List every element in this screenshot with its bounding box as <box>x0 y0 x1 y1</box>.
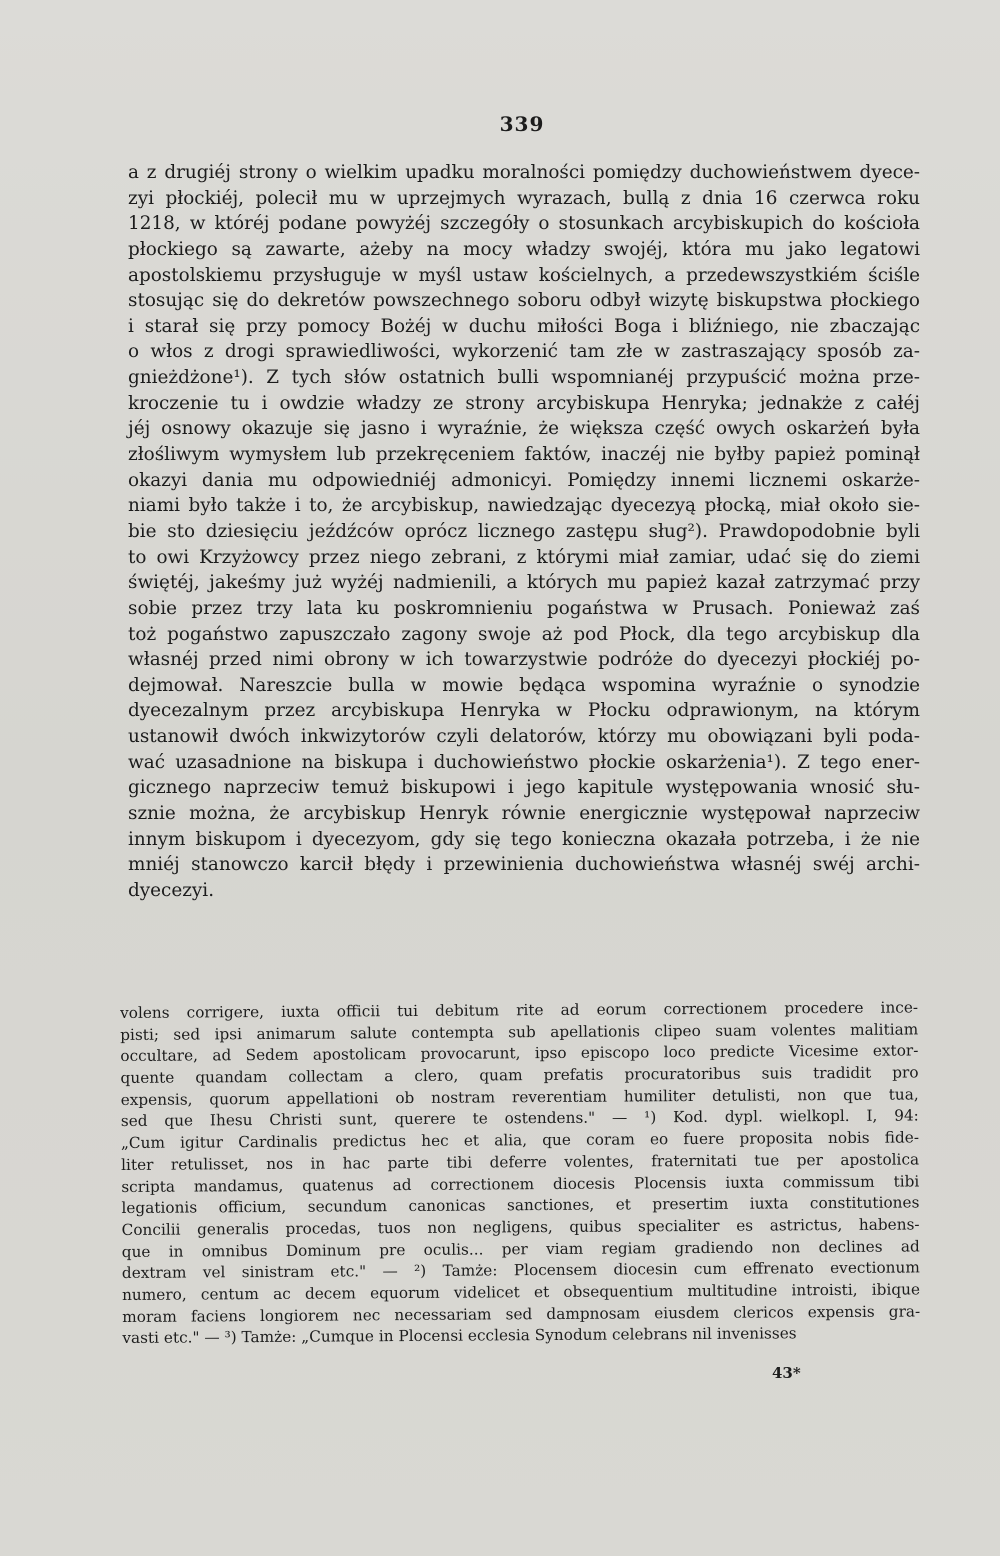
main-text-line: złośliwym wymysłem lub przekręceniem faktów, inaczéj nie byłby papież pominął <box>128 444 920 466</box>
main-text-line: apostolskiemu przysługuje w myśl ustaw kościelnych, a przedewszystkiém ściśle <box>128 264 920 286</box>
main-text-line: mniéj stanowczo karcił błędy i przewinienia duchowieństwa własnéj swéj archi- <box>128 854 920 876</box>
main-text-line: i starał się przy pomocy Bożéj w duchu miłości Boga i bliźniego, nie zbaczając <box>128 315 920 337</box>
footnote-line: occultare, ad Sedem apostolicam provocarunt, ipso episcopo loco predicte Vicesime extor- <box>120 1041 919 1066</box>
main-text-line: świętéj, jakeśmy już wyżéj nadmienili, a których mu papież kazał zatrzymać przy <box>128 572 920 594</box>
main-text-line: dyecezalnym przez arcybiskupa Henryka w Płocku odprawionym, na którym <box>128 700 920 722</box>
footnote-line: „Cum igitur Cardinalis predictus hec et alia, que coram eo fuere proposita nobis fide- <box>120 1128 920 1153</box>
main-text-line: własnéj przed nimi obrony w ich towarzystwie podróże do dyecezyi płockiéj po- <box>128 649 920 671</box>
footnote-line: liter retulisset, nos in hac parte tibi deferre volentes, fraternitati tue per apostolica <box>121 1150 920 1174</box>
main-text-line: ustanowił dwóch inkwizytorów czyli delatorów, którzy mu obowiązani byli poda- <box>128 726 920 748</box>
main-text-line: wać uzasadnione na biskupa i duchowieństwo płockie oskarżenia¹). Z tego ener- <box>128 751 920 773</box>
main-text-line: okazyi dania mu odpowiedniéj admonicyi. Pomiędzy innemi licznemi oskarże- <box>128 469 920 491</box>
footnote-line: pisti; sed ipsi animarum salute contempta sub apellationis clipeo suam volentes malitiam <box>120 1020 919 1044</box>
footnote-line: Concilii generalis procedas, tuos non negligens, quibus specialiter es astrictus, habens- <box>121 1215 920 1239</box>
footnote-line: vasti etc." — ³) Tamże: „Cumque in Plocensi ecclesia Synodum celebrans nil invenisses <box>122 1324 797 1348</box>
main-text-line: gicznego naprzeciw temuż biskupowi i jego kapitule występowania wnosić słu- <box>128 777 920 799</box>
main-text-block <box>128 160 920 904</box>
footnote-line: legationis officium, secundum canonicas sanctiones, et presertim iuxta constitutiones <box>121 1193 920 1218</box>
footnote-line: sed que Ihesu Christi sunt, querere te ostendens." — ¹) Kod. dypl. wielkopl. I, 94: <box>120 1106 919 1131</box>
main-text-line: to owi Krzyżowcy przez niego zebrani, z którymi miał zamiar, udać się do ziemi <box>128 546 920 568</box>
main-text-line: bie sto dziesięciu jeźdźców oprócz licznego zastępu sług²). Prawdopodobnie byli <box>128 520 920 542</box>
main-text-line: innym biskupom i dyecezyom, gdy się tego konieczna okazała potrzeba, i że nie <box>128 828 920 850</box>
footnote-line: que in omnibus Dominum pre oculis... per viam regiam gradiendo non declines ad <box>121 1236 920 1261</box>
main-text-line: a z drugiéj strony o wielkim upadku moralności pomiędzy duchowieństwem dyece- <box>128 162 920 183</box>
main-text-line: sznie można, że arcybiskup Henryk równie energicznie występował naprzeciw <box>128 803 920 825</box>
main-text-line: dejmował. Nareszcie bulla w mowie będąca wspomina wyraźnie o synodzie <box>128 674 920 696</box>
main-text-line: stosując się do dekretów powszechnego soboru odbył wizytę biskupstwa płockiego <box>128 290 920 312</box>
main-text-line: o włos z drogi sprawiedliwości, wykorzenić tam złe w zastraszający sposób za- <box>128 341 920 363</box>
main-text-line: toż pogaństwo zapuszczało zagony swoje aż pod Płock, dla tego arcybiskup dla <box>128 623 920 645</box>
footnote-line: quente quandam collectam a clero, quam prefatis procuratoribus suis tradidit pro <box>120 1063 919 1088</box>
main-text-line: gnieżdżone¹). Z tych słów ostatnich bulli wspomnianéj przypuścić można prze- <box>128 367 920 389</box>
main-text-line: zyi płockiéj, polecił mu w uprzejmych wyrazach, bullą z dnia 16 czerwca roku <box>128 187 920 209</box>
main-text-line: dyecezyi. <box>128 879 215 901</box>
main-text-line: kroczenie tu i owdzie władzy ze strony arcybiskupa Henryka; jednakże z całéj <box>128 392 920 414</box>
main-text-line: jéj osnowy okazuje się jasno i wyraźnie, że większa część owych oskarżeń była <box>128 418 920 440</box>
main-text-line: sobie przez trzy lata ku poskromnieniu pogaństwa w Prusach. Ponieważ zaś <box>128 597 920 619</box>
main-text-line: płockiego są zawarte, ażeby na mocy władzy swojéj, która mu jako legatowi <box>128 238 920 260</box>
page-number: 339 <box>499 112 545 136</box>
footnote-line: dextram vel sinistram etc." — ²) Tamże: Plocensem diocesin cum effrenato evectionum <box>121 1258 920 1283</box>
footnote-line: volens corrigere, iuxta officii tui debitum rite ad eorum correctionem procedere ince- <box>120 998 919 1022</box>
footnote-line: numero, centum ac decem equorum videlicet et obsequentium multitudine introisti, ibique <box>121 1280 921 1304</box>
main-text-line: niami było także i to, że arcybiskup, nawiedzając dyecezyą płocką, miał około sie- <box>128 495 920 517</box>
main-text-line: 1218, w któréj podane powyżéj szczegóły o stosunkach arcybiskupich do kościoła <box>128 213 920 235</box>
footnotes-block <box>120 997 920 1350</box>
footnote-line: scripta mandamus, quatenus ad correctionem diocesis Plocensis iuxta commissum tibi <box>121 1171 920 1196</box>
footnote-line: moram faciens longiorem nec necessariam sed dampnosam eiusdem clericos expensis gra- <box>122 1302 921 1326</box>
footnote-line: expensis, quorum appellationi ob nostram reverentiam humiliter detulisti, non que tua, <box>120 1085 919 1109</box>
signature-mark: 43* <box>772 1364 801 1382</box>
